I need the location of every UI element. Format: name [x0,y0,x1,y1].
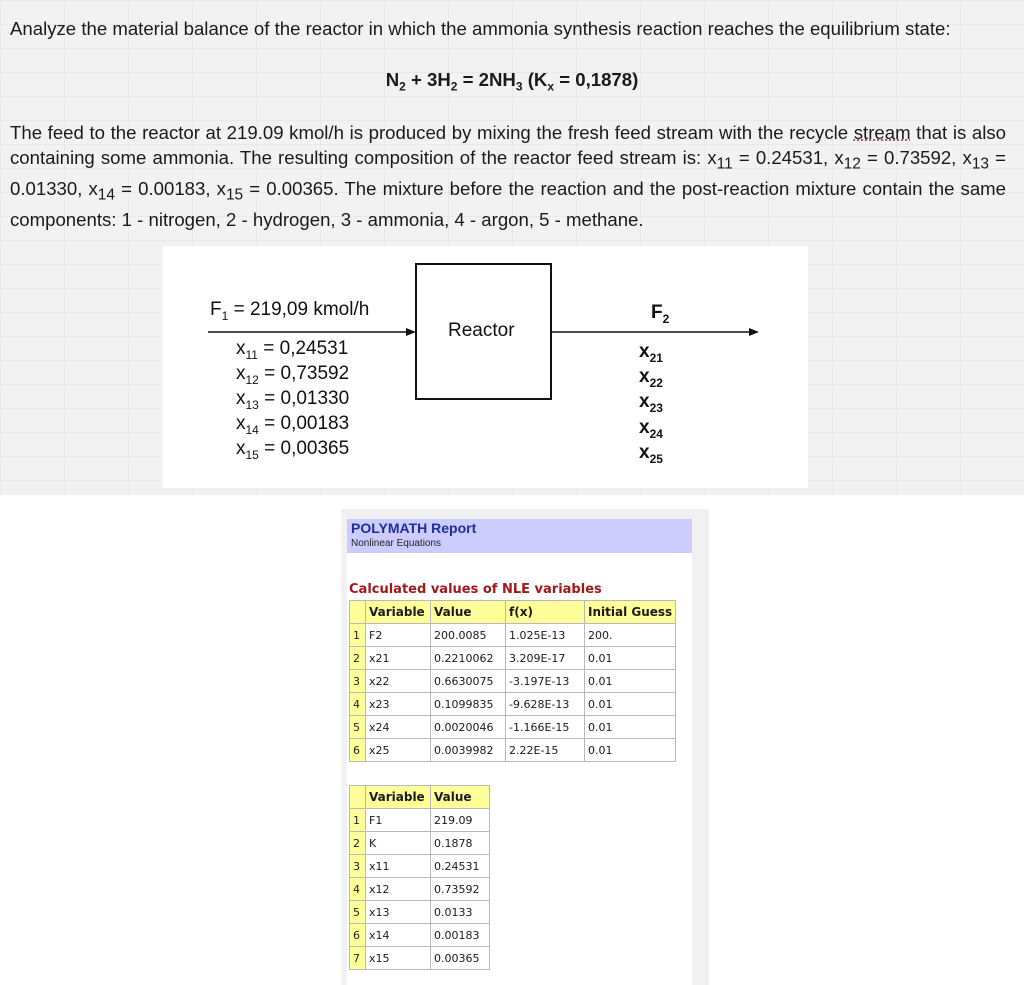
row-index: 4 [350,878,366,901]
label-sub: 15 [245,447,259,462]
cell-value: 0.6630075 [431,670,506,693]
desc-text: = 0.00365. The mixture before the reaction and the post-reaction mixture contain the same components: 1 - nitrogen, 2 - hydrogen, 3 - ammonia, 4 - argon, 5 - methane. [10,177,1007,230]
cell-variable: x14 [366,924,431,947]
cell-guess: 0.01 [585,693,676,716]
cell-variable: x23 [366,693,431,716]
cell-value: 0.00183 [431,924,490,947]
table-row [350,878,490,901]
row-index: 5 [350,901,366,924]
reaction-equation [0,69,1024,94]
label-sub: 23 [649,400,663,415]
label-part: = 0,24531 [257,338,349,359]
row-index: 7 [350,947,366,970]
comp-sub: 12 [843,155,861,173]
label-sub: 25 [649,451,663,466]
problem-description [10,121,1006,232]
desc-text: = 0.73592, x [860,146,972,168]
product-composition [639,341,663,365]
label-sub: 1 [221,308,229,323]
desc-text: that is also containing some ammonia. The resulting composition of the reactor feed stream is: x [10,122,1006,168]
label-sub: 22 [649,375,663,390]
polymath-report [341,509,709,985]
cell-value: 0.24531 [431,855,490,878]
table-header-row [350,786,490,809]
cell-value: 200.0085 [431,624,506,647]
feed-composition [236,388,349,412]
label-sub: 13 [245,397,259,412]
desc-text: = 0.00183, x [115,177,226,199]
cell-variable: x24 [366,716,431,739]
label-part: x [236,363,246,384]
table-row [350,832,490,855]
table-row [350,947,490,970]
feed-composition [236,338,348,362]
row-index: 2 [350,647,366,670]
cell-variable: K [366,832,431,855]
eq-sub: 2 [450,79,458,94]
table-row [350,809,490,832]
comp-sub: 11 [716,155,733,173]
report-subtitle: Nonlinear Equations [351,538,442,549]
cell-guess: 200. [585,624,676,647]
cell-fx: -1.166E-15 [506,716,585,739]
label-part: = 0,00183 [258,413,350,434]
table-row [350,716,676,739]
table-row [350,647,676,670]
eq-sub: x [547,79,555,94]
comp-sub: 13 [971,155,990,173]
label-part: = 0,00365 [258,438,350,459]
desc-text: The feed to the reactor at 219.09 kmol/h is produced by mixing the fresh feed stream with the recycle [10,122,854,143]
label-part: F [210,299,222,320]
label-part: x [639,366,650,387]
reactor-label: Reactor [448,320,515,341]
report-title: POLYMATH Report [351,520,477,536]
label-part: x [639,391,650,412]
eq-sub: 2 [399,79,406,94]
inlet-arrowhead [406,328,416,336]
row-index: 6 [350,924,366,947]
product-composition [639,442,663,466]
cell-value: 0.0039982 [431,739,506,762]
table-corner [350,786,366,809]
row-index: 6 [350,739,366,762]
nle-variables-table [349,600,676,762]
report-panel [347,519,692,985]
column-header: f(x) [506,601,585,624]
cell-value: 0.2210062 [431,647,506,670]
row-index: 2 [350,832,366,855]
label-part: = 0,01330 [258,388,350,409]
table-row [350,693,676,716]
comp-sub: 14 [97,186,116,204]
label-sub: 12 [245,372,259,387]
cell-variable: x15 [366,947,431,970]
table-row [350,670,676,693]
outlet-arrowhead [749,328,759,336]
column-header: Value [431,601,506,624]
problem-intro: Analyze the material balance of the reactor in which the ammonia synthesis reaction reaches the equilibrium state: [10,18,951,39]
cell-fx: -3.197E-13 [506,670,585,693]
report-header [347,519,692,553]
feed-flow-label [210,299,369,323]
product-composition [639,391,663,415]
cell-variable: x13 [366,901,431,924]
cell-fx: 2.22E-15 [506,739,585,762]
label-sub: 24 [649,426,663,441]
label-part: x [236,438,246,459]
eq-part: N [385,69,400,90]
desc-text: stream [853,122,911,143]
label-part: x [639,417,650,438]
cell-variable: F1 [366,809,431,832]
product-flow-label [651,302,669,326]
desc-text: = 0.24531, x [732,146,844,168]
label-part: x [236,388,246,409]
cell-fx: 3.209E-17 [506,647,585,670]
cell-value: 0.0020046 [431,716,506,739]
cell-value: 0.1099835 [431,693,506,716]
cell-guess: 0.01 [585,670,676,693]
cell-value: 0.00365 [431,947,490,970]
feed-composition [236,413,349,437]
column-header: Variable [366,601,431,624]
table-corner [350,601,366,624]
row-index: 4 [350,693,366,716]
calculated-values-title: Calculated values of NLE variables [349,582,602,597]
cell-variable: F2 [366,624,431,647]
table-row [350,924,490,947]
eq-part: + 3H [405,69,451,90]
label-part: = 219,09 kmol/h [228,299,370,320]
label-part: x [639,442,650,463]
column-header: Initial Guess [585,601,676,624]
eq-part: = 0,1878) [554,69,639,90]
table-header-row [350,601,676,624]
label-sub: 11 [245,347,258,362]
cell-guess: 0.01 [585,647,676,670]
desc-text: = 0.01330, x [10,146,1006,199]
row-index: 3 [350,670,366,693]
feed-composition [236,363,349,387]
row-index: 3 [350,855,366,878]
cell-variable: x12 [366,878,431,901]
label-part: F [651,302,663,323]
cell-value: 0.73592 [431,878,490,901]
label-part: x [639,341,650,362]
table-row [350,855,490,878]
cell-variable: x11 [366,855,431,878]
label-sub: 2 [662,311,670,326]
eq-part: = 2NH [457,69,516,90]
table-row [350,901,490,924]
eq-part: (K [522,69,548,90]
product-composition [639,417,663,441]
cell-fx: -9.628E-13 [506,693,585,716]
label-sub: 14 [245,422,259,437]
eq-sub: 3 [515,79,523,94]
label-part: x [236,338,246,359]
cell-guess: 0.01 [585,716,676,739]
label-part: x [236,413,246,434]
row-index: 1 [350,809,366,832]
row-index: 1 [350,624,366,647]
reactor-diagram [163,246,808,488]
row-index: 5 [350,716,366,739]
feed-composition [236,438,349,462]
column-header: Variable [366,786,431,809]
product-composition [639,366,663,390]
label-sub: 21 [649,350,663,365]
cell-variable: x21 [366,647,431,670]
cell-variable: x22 [366,670,431,693]
cell-value: 0.1878 [431,832,490,855]
cell-value: 0.0133 [431,901,490,924]
cell-guess: 0.01 [585,739,676,762]
table-row [350,739,676,762]
cell-value: 219.09 [431,809,490,832]
table-row [350,624,676,647]
comp-sub: 15 [225,186,244,204]
cell-variable: x25 [366,739,431,762]
label-part: = 0,73592 [258,363,350,384]
cell-fx: 1.025E-13 [506,624,585,647]
explicit-variables-table [349,785,490,970]
column-header: Value [431,786,490,809]
